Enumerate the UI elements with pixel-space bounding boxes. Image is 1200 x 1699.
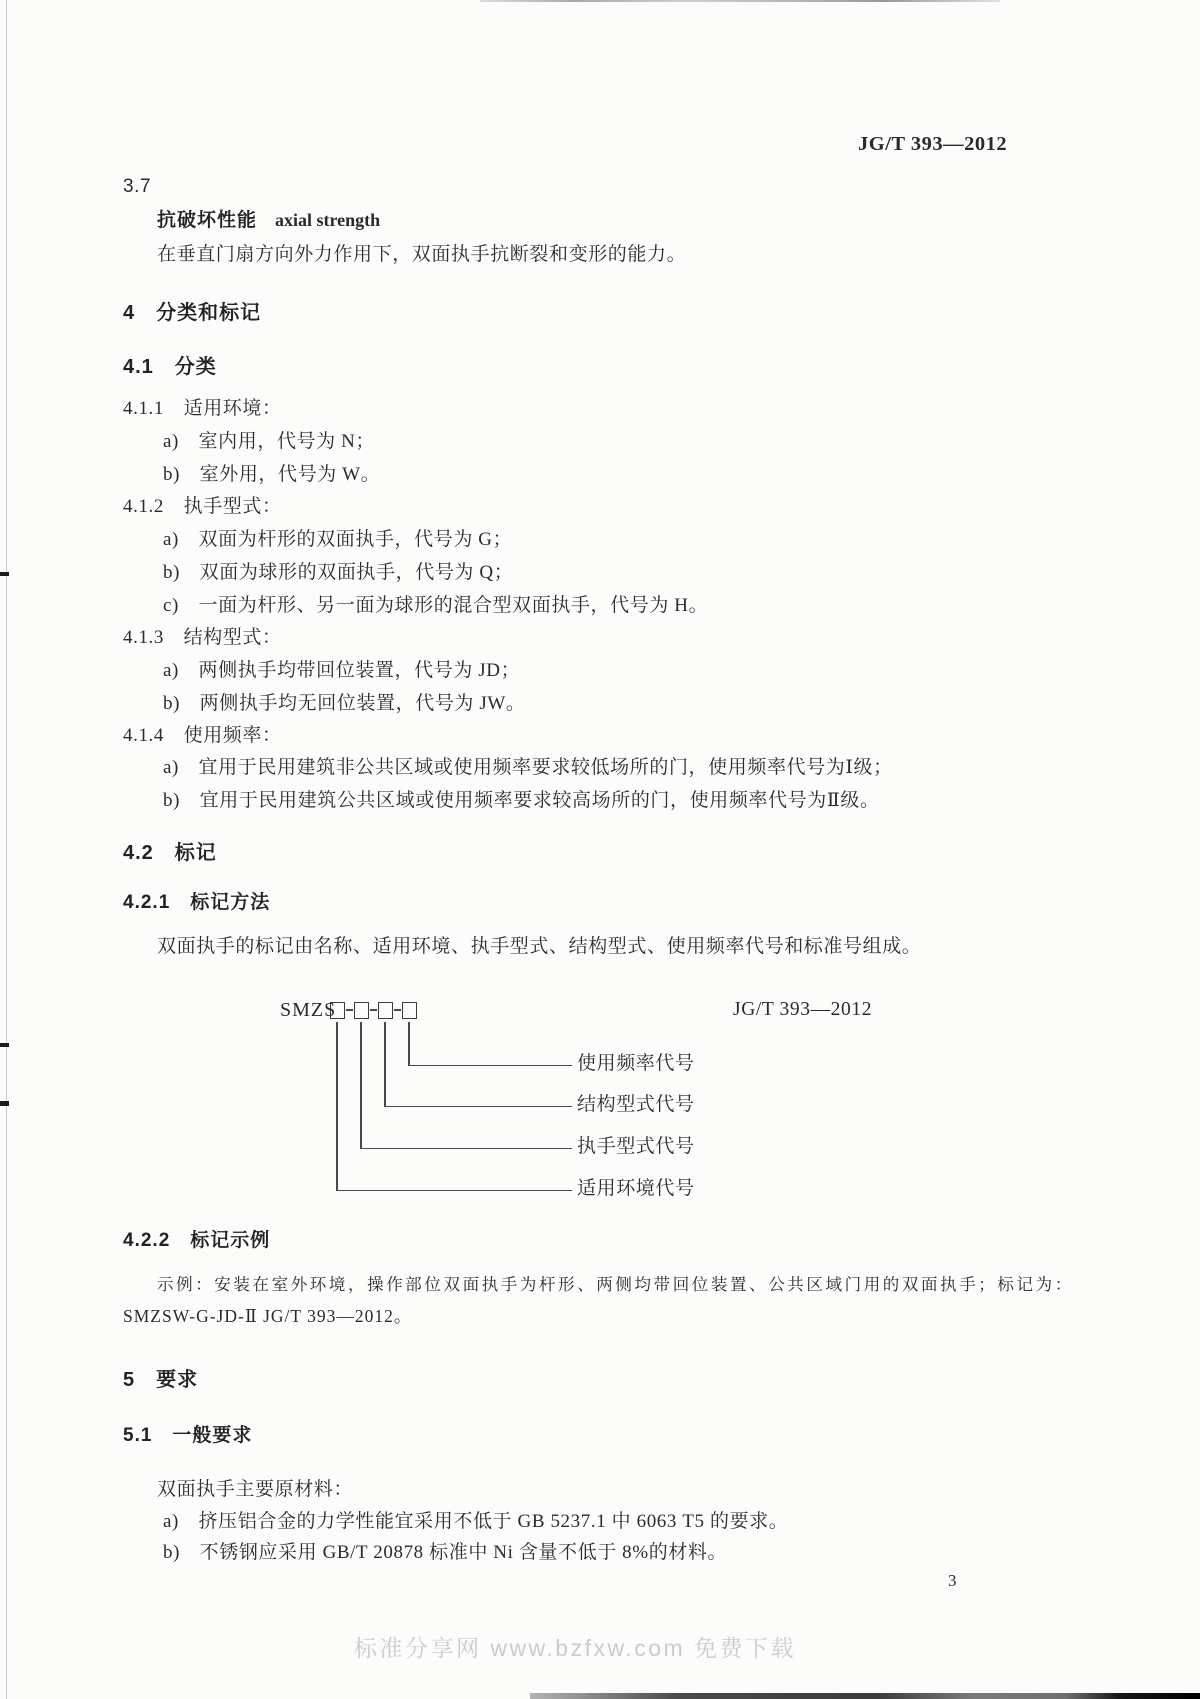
designation-dash bbox=[370, 1009, 377, 1011]
diagram-connector-vertical bbox=[336, 1022, 338, 1191]
scan-artifact-bottom-bar bbox=[530, 1693, 1200, 1699]
clause-4-1-4-title: 4.1.4 使用频率： bbox=[123, 725, 282, 746]
list-item-4-1-2-a: a) 双面为杆形的双面执手，代号为 G； bbox=[163, 529, 513, 550]
clause-4-2-2-heading: 4.2.2 标记示例 bbox=[123, 1230, 271, 1251]
list-item-4-1-4-a: a) 宜用于民用建筑非公共区域或使用频率要求较低场所的门，使用频率代号为Ⅰ级； bbox=[163, 757, 893, 778]
designation-box-1 bbox=[330, 1002, 345, 1019]
diagram-connector-vertical bbox=[384, 1022, 386, 1107]
list-item-4-1-4-b: b) 宜用于民用建筑公共区域或使用频率要求较高场所的门，使用频率代号为Ⅱ级。 bbox=[163, 790, 880, 811]
diagram-label-handle-type: 执手型式代号 bbox=[577, 1136, 695, 1157]
clause-5-1-intro: 双面执手主要原材料： bbox=[157, 1479, 354, 1500]
list-item-5-1-b: b) 不锈钢应采用 GB/T 20878 标准中 Ni 含量不低于 8%的材料。 bbox=[163, 1542, 728, 1563]
list-item-4-1-1-b: b) 室外用，代号为 W。 bbox=[163, 464, 381, 485]
clause-3-7-definition: 在垂直门扇方向外力作用下，双面执手抗断裂和变形的能力。 bbox=[157, 244, 687, 265]
designation-dash bbox=[346, 1009, 353, 1011]
term-zh: 抗破坏性能 bbox=[157, 210, 258, 231]
clause-4-2-1-heading: 4.2.1 标记方法 bbox=[123, 892, 271, 913]
example-designation-code: SMZSW-G-JD-Ⅱ JG/T 393—2012。 bbox=[123, 1306, 413, 1326]
diagram-connector-horizontal bbox=[360, 1148, 572, 1150]
page-number: 3 bbox=[948, 1571, 958, 1590]
diagram-connector-vertical bbox=[408, 1022, 410, 1066]
designation-box-4 bbox=[402, 1002, 417, 1019]
clause-5-1-heading: 5.1 一般要求 bbox=[123, 1425, 253, 1446]
diagram-connector-horizontal bbox=[384, 1106, 572, 1108]
clause-4-1-3-title: 4.1.3 结构型式： bbox=[123, 627, 282, 648]
designation-box-3 bbox=[378, 1002, 393, 1019]
clause-4-2-1-intro: 双面执手的标记由名称、适用环境、执手型式、结构型式、使用频率代号和标准号组成。 bbox=[157, 936, 922, 957]
scan-artifact-top-edge bbox=[480, 0, 1000, 2]
scan-artifact-binding-tick bbox=[0, 1101, 9, 1106]
list-item-5-1-a: a) 挤压铝合金的力学性能宜采用不低于 GB 5237.1 中 6063 T5 的要求。 bbox=[163, 1511, 789, 1532]
designation-dash bbox=[394, 1009, 401, 1011]
clause-3-7-term bbox=[157, 210, 380, 231]
designation-prefix: SMZS bbox=[280, 999, 337, 1021]
clause-3-7-number: 3.7 bbox=[123, 176, 152, 197]
diagram-label-structure-type: 结构型式代号 bbox=[577, 1094, 695, 1115]
section-4-2-heading: 4.2 标记 bbox=[123, 842, 217, 864]
header-standard-code: JG/T 393—2012 bbox=[858, 133, 1008, 155]
example-intro: 示例：安装在室外环境，操作部位双面执手为杆形、两侧均带回位装置、公共区域门用的双面执手；标记为： bbox=[157, 1275, 1074, 1294]
diagram-label-environment: 适用环境代号 bbox=[577, 1178, 695, 1199]
designation-box-2 bbox=[354, 1002, 369, 1019]
list-item-4-1-3-b: b) 两侧执手均无回位装置，代号为 JW。 bbox=[163, 693, 526, 714]
clause-4-1-1-title: 4.1.1 适用环境： bbox=[123, 398, 282, 419]
clause-4-1-2-title: 4.1.2 执手型式： bbox=[123, 496, 282, 517]
term-en: axial strength bbox=[275, 210, 381, 230]
designation-standard-ref: JG/T 393—2012 bbox=[733, 999, 873, 1020]
list-item-4-1-2-c: c) 一面为杆形、另一面为球形的混合型双面执手，代号为 H。 bbox=[163, 595, 709, 616]
section-4-1-heading: 4.1 分类 bbox=[123, 356, 217, 378]
list-item-4-1-3-a: a) 两侧执手均带回位装置，代号为 JD； bbox=[163, 660, 521, 681]
list-item-4-1-1-a: a) 室内用，代号为 N； bbox=[163, 431, 376, 452]
watermark: 标准分享网 www.bzfxw.com 免费下载 bbox=[353, 1635, 797, 1661]
scan-artifact-binding-tick bbox=[0, 572, 9, 576]
diagram-connector-horizontal bbox=[408, 1065, 572, 1067]
diagram-label-usage-frequency: 使用频率代号 bbox=[577, 1053, 695, 1074]
scan-artifact-binding-tick bbox=[0, 1043, 9, 1047]
list-item-4-1-2-b: b) 双面为球形的双面执手，代号为 Q； bbox=[163, 562, 514, 583]
diagram-connector-horizontal bbox=[336, 1190, 572, 1192]
section-5-heading: 5 要求 bbox=[123, 1369, 199, 1391]
section-4-heading: 4 分类和标记 bbox=[123, 302, 262, 324]
scan-artifact-left-edge bbox=[6, 0, 7, 1699]
diagram-connector-vertical bbox=[360, 1022, 362, 1149]
